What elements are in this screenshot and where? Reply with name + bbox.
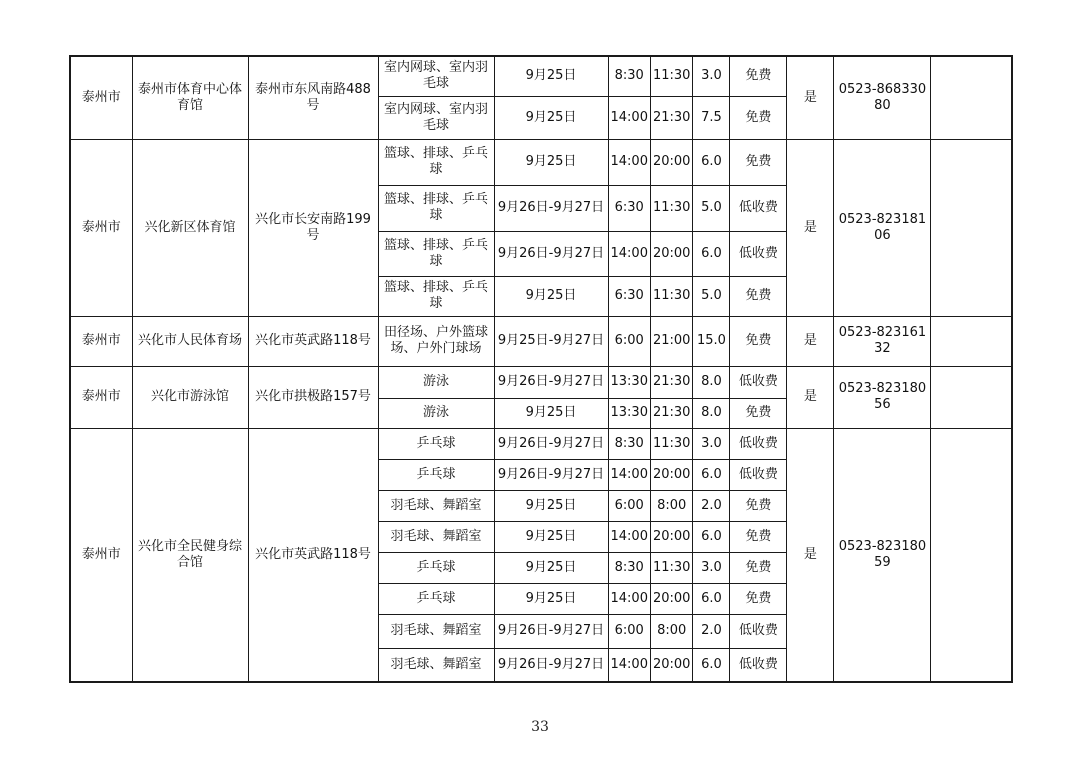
date-cell: 9月25日-9月27日: [494, 316, 608, 366]
fee-cell: 免费: [730, 490, 787, 521]
date-cell: 9月26日-9月27日: [494, 648, 608, 682]
end-time-cell: 8:00: [650, 490, 692, 521]
venue-address-cell: 兴化市英武路118号: [248, 316, 378, 366]
sport-cell: 游泳: [378, 398, 494, 428]
note-cell: [931, 139, 1012, 316]
hours-cell: 6.0: [693, 648, 730, 682]
start-time-cell: 6:30: [608, 185, 650, 231]
sport-cell: 乒乓球: [378, 459, 494, 490]
date-cell: 9月25日: [494, 398, 608, 428]
date-cell: 9月25日: [494, 490, 608, 521]
venue-address-cell: 兴化市长安南路199号: [248, 139, 378, 316]
sport-cell: 篮球、排球、乒乓球: [378, 231, 494, 276]
start-time-cell: 6:00: [608, 614, 650, 648]
end-time-cell: 21:30: [650, 366, 692, 398]
city-cell: 泰州市: [70, 139, 132, 316]
date-cell: 9月26日-9月27日: [494, 185, 608, 231]
date-cell: 9月26日-9月27日: [494, 366, 608, 398]
sport-cell: 羽毛球、舞蹈室: [378, 490, 494, 521]
page-number: 33: [531, 719, 549, 735]
start-time-cell: 6:00: [608, 316, 650, 366]
sport-cell: 乒乓球: [378, 583, 494, 614]
hours-cell: 5.0: [693, 185, 730, 231]
fee-cell: 免费: [730, 552, 787, 583]
sport-cell: 篮球、排球、乒乓球: [378, 139, 494, 185]
start-time-cell: 14:00: [608, 648, 650, 682]
fee-cell: 低收费: [730, 459, 787, 490]
fee-cell: 低收费: [730, 648, 787, 682]
date-cell: 9月25日: [494, 521, 608, 552]
hours-cell: 2.0: [693, 614, 730, 648]
fee-cell: 免费: [730, 316, 787, 366]
date-cell: 9月26日-9月27日: [494, 428, 608, 459]
table-row: [70, 366, 1012, 398]
open-flag-cell: 是: [787, 139, 834, 316]
start-time-cell: 13:30: [608, 366, 650, 398]
venue-name-cell: 兴化新区体育馆: [132, 139, 248, 316]
open-flag-cell: 是: [787, 428, 834, 682]
hours-cell: 6.0: [693, 231, 730, 276]
city-cell: 泰州市: [70, 428, 132, 682]
start-time-cell: 14:00: [608, 231, 650, 276]
table-body: [70, 56, 1012, 682]
open-flag-cell: 是: [787, 56, 834, 139]
hours-cell: 6.0: [693, 521, 730, 552]
sport-cell: 室内网球、室内羽毛球: [378, 56, 494, 96]
hours-cell: 3.0: [693, 552, 730, 583]
date-cell: 9月26日-9月27日: [494, 459, 608, 490]
end-time-cell: 20:00: [650, 231, 692, 276]
start-time-cell: 8:30: [608, 428, 650, 459]
sport-cell: 篮球、排球、乒乓球: [378, 276, 494, 316]
venue-schedule-sheet: [69, 55, 1013, 683]
end-time-cell: 11:30: [650, 56, 692, 96]
fee-cell: 低收费: [730, 185, 787, 231]
sport-cell: 乒乓球: [378, 552, 494, 583]
end-time-cell: 20:00: [650, 583, 692, 614]
start-time-cell: 14:00: [608, 139, 650, 185]
fee-cell: 低收费: [730, 231, 787, 276]
end-time-cell: 20:00: [650, 521, 692, 552]
hours-cell: 7.5: [693, 96, 730, 139]
date-cell: 9月25日: [494, 56, 608, 96]
table-row: [70, 56, 1012, 96]
end-time-cell: 20:00: [650, 648, 692, 682]
sport-cell: 室内网球、室内羽毛球: [378, 96, 494, 139]
end-time-cell: 11:30: [650, 276, 692, 316]
venue-name-cell: 兴化市游泳馆: [132, 366, 248, 428]
end-time-cell: 8:00: [650, 614, 692, 648]
end-time-cell: 21:00: [650, 316, 692, 366]
hours-cell: 2.0: [693, 490, 730, 521]
hours-cell: 5.0: [693, 276, 730, 316]
phone-cell: 0523-86833080: [834, 56, 931, 139]
hours-cell: 6.0: [693, 459, 730, 490]
venue-name-cell: 兴化市人民体育场: [132, 316, 248, 366]
hours-cell: 3.0: [693, 56, 730, 96]
date-cell: 9月26日-9月27日: [494, 231, 608, 276]
venue-address-cell: 兴化市英武路118号: [248, 428, 378, 682]
sport-cell: 羽毛球、舞蹈室: [378, 521, 494, 552]
hours-cell: 15.0: [693, 316, 730, 366]
phone-cell: 0523-82318059: [834, 428, 931, 682]
start-time-cell: 14:00: [608, 521, 650, 552]
date-cell: 9月26日-9月27日: [494, 614, 608, 648]
hours-cell: 6.0: [693, 139, 730, 185]
start-time-cell: 14:00: [608, 96, 650, 139]
sport-cell: 篮球、排球、乒乓球: [378, 185, 494, 231]
date-cell: 9月25日: [494, 139, 608, 185]
hours-cell: 8.0: [693, 366, 730, 398]
city-cell: 泰州市: [70, 366, 132, 428]
note-cell: [931, 316, 1012, 366]
date-cell: 9月25日: [494, 276, 608, 316]
start-time-cell: 13:30: [608, 398, 650, 428]
sport-cell: 羽毛球、舞蹈室: [378, 648, 494, 682]
city-cell: 泰州市: [70, 56, 132, 139]
note-cell: [931, 366, 1012, 428]
end-time-cell: 11:30: [650, 185, 692, 231]
date-cell: 9月25日: [494, 552, 608, 583]
fee-cell: 免费: [730, 96, 787, 139]
fee-cell: 免费: [730, 398, 787, 428]
fee-cell: 免费: [730, 521, 787, 552]
hours-cell: 8.0: [693, 398, 730, 428]
hours-cell: 3.0: [693, 428, 730, 459]
phone-cell: 0523-82318106: [834, 139, 931, 316]
note-cell: [931, 56, 1012, 139]
open-flag-cell: 是: [787, 316, 834, 366]
end-time-cell: 20:00: [650, 459, 692, 490]
venue-address-cell: 兴化市拱极路157号: [248, 366, 378, 428]
sport-cell: 游泳: [378, 366, 494, 398]
fee-cell: 免费: [730, 583, 787, 614]
open-flag-cell: 是: [787, 366, 834, 428]
start-time-cell: 6:00: [608, 490, 650, 521]
fee-cell: 低收费: [730, 428, 787, 459]
end-time-cell: 11:30: [650, 552, 692, 583]
fee-cell: 免费: [730, 276, 787, 316]
date-cell: 9月25日: [494, 96, 608, 139]
sport-cell: 田径场、户外篮球场、户外门球场: [378, 316, 494, 366]
sport-cell: 乒乓球: [378, 428, 494, 459]
start-time-cell: 6:30: [608, 276, 650, 316]
table-row: [70, 139, 1012, 185]
city-cell: 泰州市: [70, 316, 132, 366]
phone-cell: 0523-82318056: [834, 366, 931, 428]
fee-cell: 低收费: [730, 366, 787, 398]
note-cell: [931, 428, 1012, 682]
phone-cell: 0523-82316132: [834, 316, 931, 366]
table-row: [70, 316, 1012, 366]
venue-address-cell: 泰州市东风南路488号: [248, 56, 378, 139]
start-time-cell: 14:00: [608, 583, 650, 614]
table-row: [70, 428, 1012, 459]
end-time-cell: 20:00: [650, 139, 692, 185]
end-time-cell: 11:30: [650, 428, 692, 459]
date-cell: 9月25日: [494, 583, 608, 614]
end-time-cell: 21:30: [650, 398, 692, 428]
venue-name-cell: 泰州市体育中心体育馆: [132, 56, 248, 139]
sport-cell: 羽毛球、舞蹈室: [378, 614, 494, 648]
end-time-cell: 21:30: [650, 96, 692, 139]
fee-cell: 免费: [730, 56, 787, 96]
hours-cell: 6.0: [693, 583, 730, 614]
venue-schedule-table: [69, 55, 1013, 683]
start-time-cell: 14:00: [608, 459, 650, 490]
fee-cell: 低收费: [730, 614, 787, 648]
start-time-cell: 8:30: [608, 56, 650, 96]
fee-cell: 免费: [730, 139, 787, 185]
venue-name-cell: 兴化市全民健身综合馆: [132, 428, 248, 682]
start-time-cell: 8:30: [608, 552, 650, 583]
